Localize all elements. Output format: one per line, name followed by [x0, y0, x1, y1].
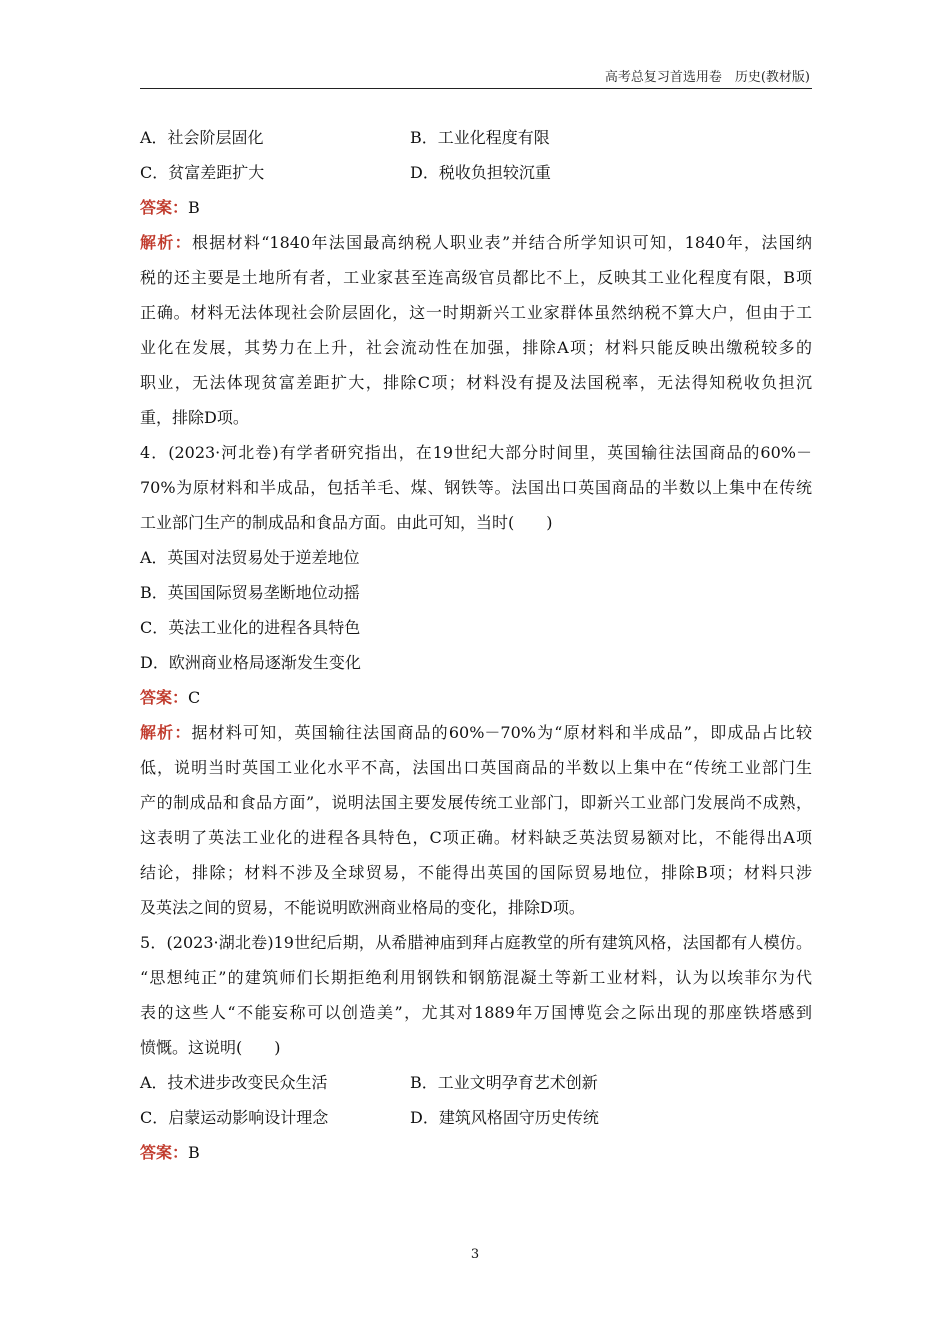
q3-analysis-line: 税的还主要是土地所有者，工业家甚至连高级官员都比不上，反映其工业化程度有限，B项 [140, 268, 812, 287]
q3-option-a: A．社会阶层固化 [140, 128, 264, 147]
q4-option-a: A．英国对法贸易处于逆差地位 [140, 548, 360, 567]
q4-stem-line: 工业部门生产的制成品和食品方面。由此可知，当时( ) [140, 513, 553, 532]
page-header [140, 62, 812, 89]
q5-options-row-2 [140, 1100, 812, 1135]
q4-option-b: B．英国国际贸易垄断地位动摇 [140, 583, 360, 602]
q3-analysis-label: 解析： [140, 233, 192, 252]
q5-answer-value: B [188, 1143, 200, 1162]
q3-option-d: D．税收负担较沉重 [410, 163, 551, 182]
q4-stem-line: 4．(2023·河北卷)有学者研究指出，在19世纪大部分时间里，英国输往法国商品的60%－ [140, 443, 812, 462]
q3-analysis-line: 正确。材料无法体现社会阶层固化，这一时期新兴工业家群体虽然纳税不算大户，但由于工 [140, 303, 812, 322]
q5-option-a: A．技术进步改变民众生活 [140, 1073, 328, 1092]
q4-analysis-line: 低，说明当时英国工业化水平不高，法国出口英国商品的半数以上集中在“传统工业部门生 [140, 758, 812, 777]
q4-analysis-label: 解析： [140, 723, 192, 742]
q5-option-c: C．启蒙运动影响设计理念 [140, 1108, 329, 1127]
header-title: 高考总复习首选用卷 历史(教材版) [604, 70, 810, 85]
q4-analysis-line: 及英法之间的贸易，不能说明欧洲商业格局的变化，排除D项。 [140, 898, 585, 917]
q4-analysis-line [140, 715, 812, 750]
q4-analysis-line: 这表明了英法工业化的进程各具特色，C项正确。材料缺乏英法贸易额对比，不能得出A项 [140, 828, 812, 847]
q4-analysis-text: 据材料可知，英国输往法国商品的60%－70%为“原材料和半成品”，即成品占比较 [191, 723, 812, 742]
q3-analysis-line: 业化在发展，其势力在上升，社会流动性在加强，排除A项；材料只能反映出缴税较多的 [140, 338, 812, 357]
q3-analysis-line [140, 225, 812, 260]
q3-options-row-1 [140, 120, 812, 155]
q4-answer-value: C [188, 688, 201, 707]
q4-stem-line: 70%为原材料和半成品，包括羊毛、煤、钢铁等。法国出口英国商品的半数以上集中在传统 [140, 478, 812, 497]
q5-answer-label: 答案： [140, 1143, 189, 1162]
q3-option-c: C．贫富差距扩大 [140, 163, 265, 182]
q4-answer [140, 680, 812, 715]
q4-option-c: C．英法工业化的进程各具特色 [140, 618, 361, 637]
q4-analysis-line: 产的制成品和食品方面”，说明法国主要发展传统工业部门，即新兴工业部门发展尚不成熟， [140, 793, 812, 812]
q5-stem-line: 表的这些人“不能妄称可以创造美”，尤其对1889年万国博览会之际出现的那座铁塔感到 [140, 1003, 812, 1022]
q3-answer [140, 190, 812, 225]
q4-answer-label: 答案： [140, 688, 189, 707]
q5-stem-line: 5．(2023·湖北卷)19世纪后期，从希腊神庙到拜占庭教堂的所有建筑风格，法国都有人模仿。 [140, 933, 812, 952]
q5-answer [140, 1135, 812, 1170]
page-number: 3 [470, 1247, 480, 1262]
q3-analysis-line: 职业，无法体现贫富差距扩大，排除C项；材料没有提及法国税率，无法得知税收负担沉 [140, 373, 812, 392]
q3-analysis-line: 重，排除D项。 [140, 408, 249, 427]
q4-analysis-line: 结论，排除；材料不涉及全球贸易，不能得出英国的国际贸易地位，排除B项；材料只涉 [140, 863, 812, 882]
q3-option-b: B．工业化程度有限 [410, 128, 550, 147]
q3-analysis-text: 根据材料“1840年法国最高纳税人职业表”并结合所学知识可知，1840年，法国纳 [191, 233, 812, 252]
q3-answer-label: 答案： [140, 198, 189, 217]
q3-answer-value: B [188, 198, 200, 217]
q5-option-b: B．工业文明孕育艺术创新 [410, 1073, 598, 1092]
q5-stem-line: “思想纯正”的建筑师们长期拒绝利用钢铁和钢筋混凝土等新工业材料，认为以埃菲尔为代 [140, 968, 812, 987]
q5-option-d: D．建筑风格固守历史传统 [410, 1108, 599, 1127]
q5-stem-line: 愤慨。这说明( ) [140, 1038, 281, 1057]
q5-options-row-1 [140, 1065, 812, 1100]
q3-options-row-2 [140, 155, 812, 190]
q4-option-d: D．欧洲商业格局逐渐发生变化 [140, 653, 361, 672]
page-content [140, 120, 812, 1170]
